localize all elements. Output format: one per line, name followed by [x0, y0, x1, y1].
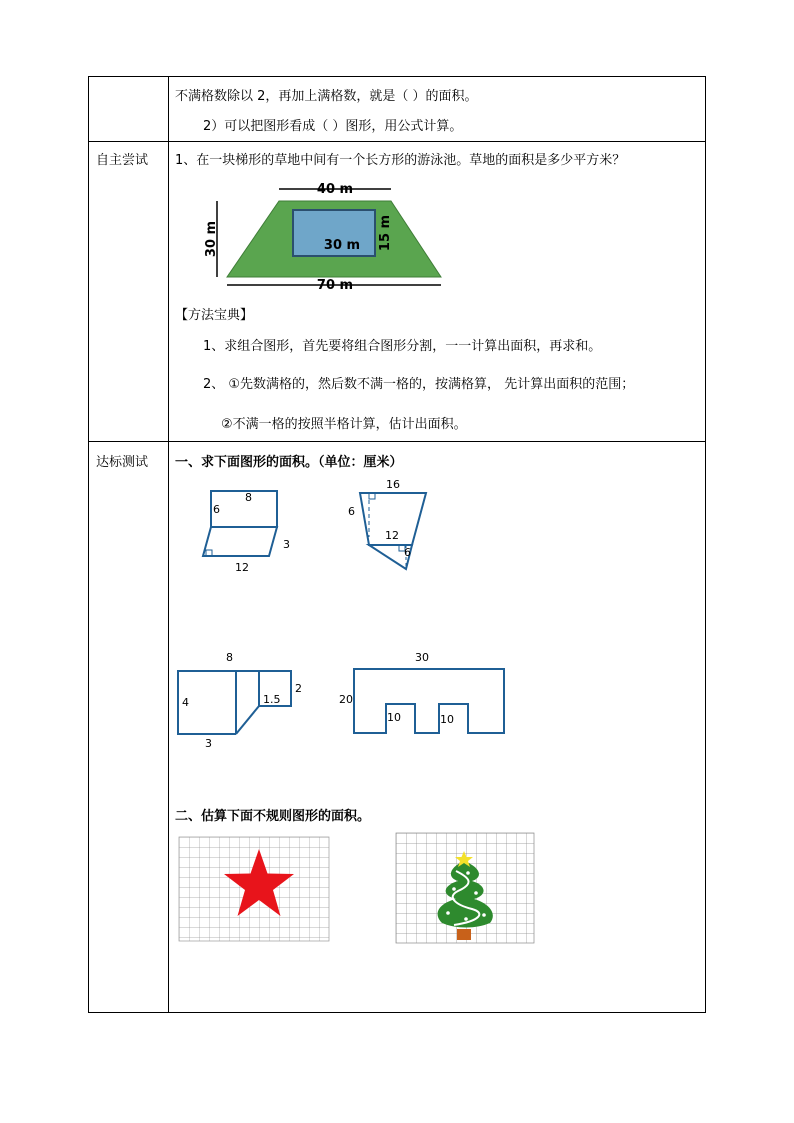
row-label-test: 达标测试 [96, 455, 149, 470]
section-1-title: 一、求下面图形的面积。（单位：厘米） [175, 455, 403, 470]
label-top: 40 m [316, 182, 354, 197]
fig-c-right: 2 [295, 682, 302, 695]
label-pool-height: 15 m [378, 214, 393, 252]
figure-trapezoid-triangle [335, 477, 435, 573]
lesson-table [88, 76, 706, 1013]
method-title: 【方法宝典】 [175, 308, 254, 323]
section-2-title: 二、估算下面不规则图形的面积。 [175, 809, 371, 824]
shape-notched [354, 669, 504, 733]
shape-slant [236, 706, 259, 734]
fig-d-notch1: 10 [387, 711, 401, 724]
shape-rectangle [211, 491, 277, 527]
question-1: 1、在一块梯形的草地中间有一个长方形的游泳池。草地的面积是多少平方米？ [175, 153, 626, 168]
label-bottom: 70 m [316, 278, 354, 293]
tree-ornament [482, 913, 486, 917]
fig-b-left: 6 [348, 505, 355, 518]
fig-b-right: 6 [404, 546, 411, 559]
fig-d-notch2: 10 [440, 713, 454, 726]
row-label-self-try: 自主尝试 [96, 153, 149, 168]
column-divider [168, 77, 169, 1012]
fig-b-mid: 12 [385, 529, 399, 542]
tree-ornament [466, 871, 470, 875]
fig-a-bottom: 12 [235, 561, 249, 574]
row1-line2: 2）可以把图形看成（ ）图形，用公式计算。 [203, 119, 463, 134]
row-divider [89, 141, 705, 142]
fig-a-slant: 3 [283, 538, 290, 551]
star-grid-figure [179, 837, 331, 943]
shape-parallelogram [203, 527, 277, 556]
label-height: 30 m [204, 220, 219, 258]
tree-grid-figure [396, 833, 536, 945]
fig-c-left: 4 [182, 696, 189, 709]
method-tip-3: ②不满一格的按照半格计算，估计出面积。 [221, 417, 467, 432]
figure-notched-rect [335, 649, 515, 749]
row-divider [89, 441, 705, 442]
fig-a-top: 8 [245, 491, 252, 504]
fig-b-top: 16 [386, 478, 400, 491]
tree-ornament [464, 917, 468, 921]
figure-rect-parallelogram [199, 481, 299, 573]
fig-c-top: 8 [226, 651, 233, 664]
tree-ornament [452, 887, 456, 891]
tree-trunk [457, 929, 471, 940]
trapezoid-figure [204, 177, 447, 293]
fig-d-left: 20 [339, 693, 353, 706]
fig-d-top: 30 [415, 651, 429, 664]
tree-ornament [446, 911, 450, 915]
figure-square-composite [171, 649, 311, 749]
fig-c-small: 1.5 [263, 693, 281, 706]
method-tip-2: 2、 ①先数满格的，然后数不满一格的，按满格算， 先计算出面积的范围； [203, 377, 635, 392]
fig-c-bottom: 3 [205, 737, 212, 750]
row1-line1: 不满格数除以 2，再加上满格数，就是（ ）的面积。 [175, 89, 478, 104]
method-tip-1: 1、求组合图形，首先要将组合图形分割，一一计算出面积，再求和。 [203, 339, 602, 354]
fig-a-left: 6 [213, 503, 220, 516]
label-pool-width: 30 m [323, 238, 361, 253]
tree-ornament [474, 891, 478, 895]
